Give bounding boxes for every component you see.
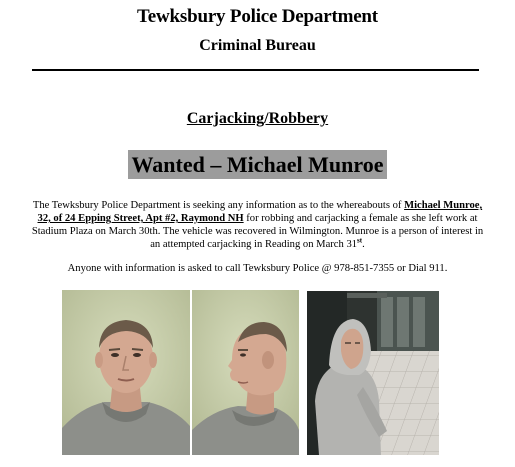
wanted-headline: Wanted – Michael Munroe: [128, 150, 388, 179]
bureau-subtitle: Criminal Bureau: [199, 37, 316, 54]
description-details: for robbing and carjacking a female as she left work at Stadium Plaza on March 30th. The vehicle was recovered in Wilmington. Munroe is a person of interest in an attempted carjacking in Reading on March 31: [31, 213, 484, 250]
department-title: Tewksbury Police Department: [137, 6, 378, 27]
description-end: .: [362, 239, 365, 250]
mugshot-front-photo: [62, 290, 190, 455]
description-intro: The Tewksbury Police Department is seeking any information as to the whereabouts of: [32, 200, 405, 211]
header-divider: [32, 69, 479, 71]
surveillance-camera-still-photo: [307, 291, 439, 455]
wanted-headline-container: [0, 150, 515, 179]
mugshot-profile-photo: [192, 290, 299, 455]
date-ordinal-suffix: st: [357, 236, 363, 245]
crime-type-heading: Carjacking/Robbery: [186, 110, 329, 127]
contact-information: Anyone with information is asked to call Tewksbury Police @ 978-851-7355 or Dial 911.: [67, 263, 448, 274]
case-description: [30, 199, 485, 251]
suspect-identity: Michael Munroe, 32, of 24 Epping Street, Apt #2, Raymond NH: [37, 200, 483, 224]
